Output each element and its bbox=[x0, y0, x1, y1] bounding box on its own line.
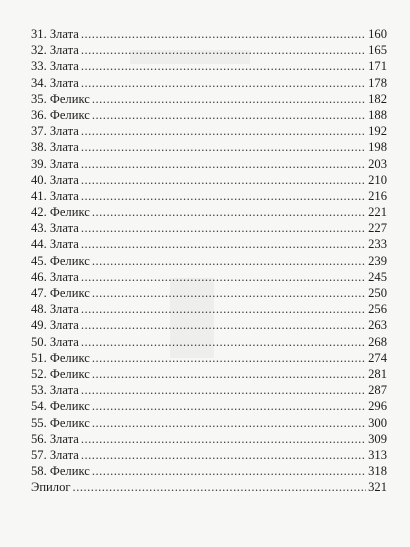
toc-entry[interactable] bbox=[31, 204, 387, 220]
toc-entry[interactable] bbox=[31, 463, 387, 479]
toc-entry-title: 44. Злата bbox=[31, 237, 79, 252]
toc-dot-leader bbox=[81, 269, 366, 285]
toc-entry-title: 38. Злата bbox=[31, 140, 79, 155]
toc-dot-leader bbox=[81, 431, 366, 447]
toc-entry-page: 313 bbox=[368, 447, 387, 462]
toc-dot-leader bbox=[81, 447, 366, 463]
toc-entry[interactable] bbox=[31, 172, 387, 188]
toc-entry-title: 52. Феликс bbox=[31, 366, 90, 381]
toc-entry[interactable] bbox=[31, 91, 387, 107]
toc-dot-leader bbox=[92, 204, 366, 220]
toc-entry-page: 309 bbox=[368, 431, 387, 446]
toc-entry[interactable] bbox=[31, 334, 387, 350]
toc-dot-leader bbox=[81, 75, 366, 91]
toc-entry-title: 57. Злата bbox=[31, 447, 79, 462]
toc-entry-title: 51. Феликс bbox=[31, 350, 90, 365]
toc-entry-page: 198 bbox=[368, 140, 387, 155]
toc-entry-page: 263 bbox=[368, 318, 387, 333]
toc-dot-leader bbox=[81, 172, 366, 188]
toc-entry[interactable] bbox=[31, 269, 387, 285]
toc-entry-title: 37. Злата bbox=[31, 124, 79, 139]
toc-entry-title: 50. Злата bbox=[31, 334, 79, 349]
toc-dot-leader bbox=[81, 58, 366, 74]
toc-entry[interactable] bbox=[31, 26, 387, 42]
toc-entry-page: 274 bbox=[368, 350, 387, 365]
toc-entry[interactable] bbox=[31, 253, 387, 269]
toc-entry-page: 188 bbox=[368, 107, 387, 122]
toc-entry[interactable] bbox=[31, 479, 387, 495]
toc-dot-leader bbox=[81, 317, 366, 333]
toc-entry[interactable] bbox=[31, 220, 387, 236]
toc-dot-leader bbox=[92, 253, 366, 269]
toc-entry-page: 192 bbox=[368, 124, 387, 139]
toc-dot-leader bbox=[81, 220, 366, 236]
toc-entry-title: 40. Злата bbox=[31, 172, 79, 187]
toc-entry[interactable] bbox=[31, 156, 387, 172]
toc-entry-page: 171 bbox=[368, 59, 387, 74]
toc-dot-leader bbox=[92, 398, 366, 414]
toc-entry[interactable] bbox=[31, 58, 387, 74]
toc-entry-title: 39. Злата bbox=[31, 156, 79, 171]
toc-entry[interactable] bbox=[31, 42, 387, 58]
toc-dot-leader bbox=[81, 188, 366, 204]
toc-dot-leader bbox=[81, 42, 366, 58]
toc-entry-title: Эпилог bbox=[31, 480, 71, 495]
toc-entry-page: 300 bbox=[368, 415, 387, 430]
toc-entry-title: 49. Злата bbox=[31, 318, 79, 333]
toc-entry-page: 296 bbox=[368, 399, 387, 414]
toc-entry-title: 46. Злата bbox=[31, 269, 79, 284]
toc-entry-title: 58. Феликс bbox=[31, 464, 90, 479]
toc-entry-title: 55. Феликс bbox=[31, 415, 90, 430]
toc-entry-title: 47. Феликс bbox=[31, 286, 90, 300]
toc-dot-leader bbox=[81, 382, 366, 398]
toc-dot-leader bbox=[92, 415, 366, 431]
toc-entry[interactable] bbox=[31, 366, 387, 382]
table-of-contents bbox=[31, 26, 387, 495]
toc-entry[interactable] bbox=[31, 350, 387, 366]
toc-entry-page: 256 bbox=[368, 302, 387, 317]
toc-entry-page: 203 bbox=[368, 156, 387, 171]
toc-entry-title: 36. Феликс bbox=[31, 107, 90, 122]
toc-entry-page: 210 bbox=[368, 172, 387, 187]
toc-entry-title: 45. Феликс bbox=[31, 253, 90, 268]
toc-entry[interactable] bbox=[31, 107, 387, 123]
toc-entry-page: 250 bbox=[368, 286, 387, 300]
toc-entry-page: 182 bbox=[368, 91, 387, 106]
toc-entry-title: 53. Злата bbox=[31, 383, 79, 398]
toc-entry-title: 54. Феликс bbox=[31, 399, 90, 414]
toc-dot-leader bbox=[81, 123, 366, 139]
toc-entry-page: 165 bbox=[368, 43, 387, 58]
toc-dot-leader bbox=[81, 26, 366, 42]
toc-entry[interactable] bbox=[31, 123, 387, 139]
toc-entry[interactable] bbox=[31, 431, 387, 447]
toc-entry-title: 31. Злата bbox=[31, 27, 79, 41]
toc-entry-page: 281 bbox=[368, 366, 387, 381]
toc-dot-leader bbox=[81, 139, 366, 155]
toc-entry[interactable] bbox=[31, 301, 387, 317]
toc-dot-leader bbox=[92, 366, 366, 382]
toc-entry-page: 321 bbox=[368, 480, 387, 495]
toc-entry-title: 41. Злата bbox=[31, 188, 79, 203]
toc-entry-page: 178 bbox=[368, 75, 387, 90]
toc-entry[interactable] bbox=[31, 75, 387, 91]
toc-dot-leader bbox=[81, 236, 366, 252]
toc-entry[interactable] bbox=[31, 236, 387, 252]
toc-entry[interactable] bbox=[31, 285, 387, 301]
toc-entry-page: 233 bbox=[368, 237, 387, 252]
toc-entry-title: 33. Злата bbox=[31, 59, 79, 74]
toc-entry-page: 268 bbox=[368, 334, 387, 349]
toc-entry-title: 42. Феликс bbox=[31, 205, 90, 220]
toc-dot-leader bbox=[81, 156, 366, 172]
toc-entry[interactable] bbox=[31, 139, 387, 155]
toc-dot-leader bbox=[92, 91, 366, 107]
toc-entry-title: 48. Злата bbox=[31, 302, 79, 317]
toc-entry-title: 34. Злата bbox=[31, 75, 79, 90]
toc-dot-leader bbox=[73, 479, 367, 495]
toc-entry-page: 216 bbox=[368, 188, 387, 203]
toc-entry-title: 56. Злата bbox=[31, 431, 79, 446]
toc-dot-leader bbox=[92, 107, 366, 123]
toc-dot-leader bbox=[81, 301, 366, 317]
toc-entry-title: 35. Феликс bbox=[31, 91, 90, 106]
toc-entry-title: 32. Злата bbox=[31, 43, 79, 58]
toc-entry[interactable] bbox=[31, 317, 387, 333]
toc-dot-leader bbox=[92, 285, 366, 301]
toc-entry[interactable] bbox=[31, 188, 387, 204]
toc-entry-page: 245 bbox=[368, 269, 387, 284]
toc-entry-page: 318 bbox=[368, 464, 387, 479]
toc-entry[interactable] bbox=[31, 398, 387, 414]
toc-entry[interactable] bbox=[31, 447, 387, 463]
toc-entry-page: 160 bbox=[368, 27, 387, 41]
toc-entry-page: 287 bbox=[368, 383, 387, 398]
toc-dot-leader bbox=[92, 463, 366, 479]
toc-entry[interactable] bbox=[31, 382, 387, 398]
toc-dot-leader bbox=[92, 350, 366, 366]
toc-entry-page: 227 bbox=[368, 221, 387, 236]
toc-entry-title: 43. Злата bbox=[31, 221, 79, 236]
toc-dot-leader bbox=[81, 334, 366, 350]
toc-entry-page: 221 bbox=[368, 205, 387, 220]
toc-entry[interactable] bbox=[31, 415, 387, 431]
toc-entry-page: 239 bbox=[368, 253, 387, 268]
